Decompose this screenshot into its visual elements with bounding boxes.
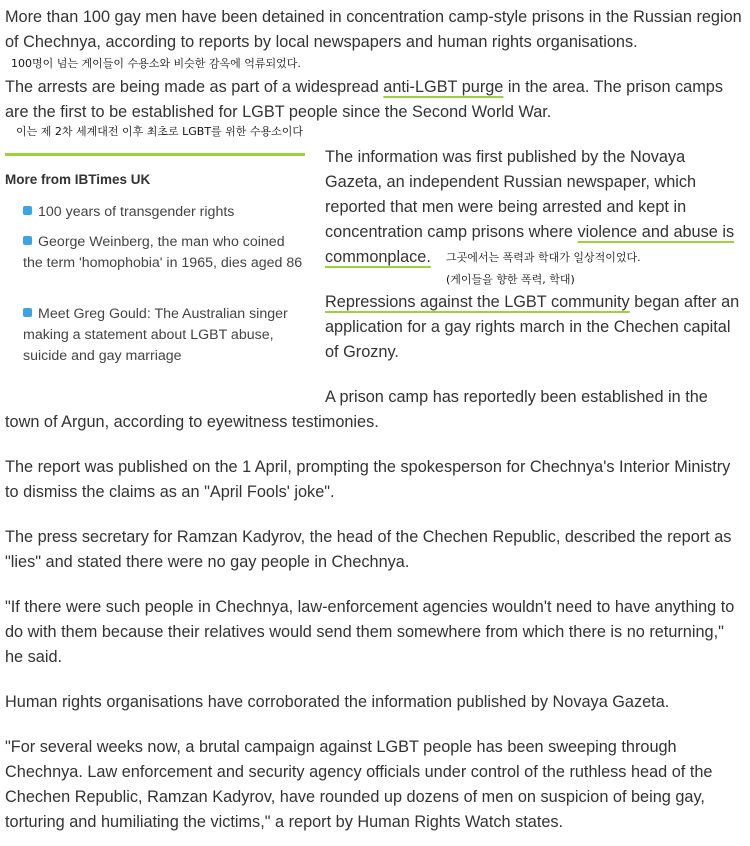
bullet-icon [23, 206, 32, 215]
bullet-icon [23, 308, 32, 317]
intro-paragraph: More than 100 gay men have been detained in concentration camp-style prisons in the Russian region of Chechnya, according to reports by local newspapers and human rights organisations. [5, 8, 742, 51]
purge-text-a: The arrests are being made as part of a widespread [5, 78, 384, 96]
violence-abuse-link[interactable]: violence and abuse is commonplace. [325, 223, 735, 266]
purge-text-b: in the area. The prison camps are the first to be established for LGBT people since the Second World War. [5, 78, 723, 121]
novaya-text: The information was first published by the Novaya Gazeta, an independent Russian newspaper, which reported that men were being arrested and kept in concentration camp prisons where [325, 148, 697, 241]
sidebar-item-label: George Weinberg, the man who coined the term 'homophobia' in 1965, dies aged 86 [23, 234, 303, 271]
corroborated-paragraph: Human rights organisations have corroborated the information published by Novaya Gazeta. [5, 693, 670, 711]
april-fools-paragraph: The report was published on the 1 April, prompting the spokesperson for Chechnya's Interior Ministry to dismiss the claims as an "April Fools' joke". [5, 458, 731, 501]
hrw-quote-paragraph: "For several weeks now, a brutal campaign against LGBT people has been sweeping through Chechnya. Law enforcement and security agency officials under control of the ruthless head of the Chechen Republic, Ramzan Kadyrov, have rounded up dozens of men on suspicion of being gay, torturing and humiliating the victims," a report by Human Rights Watch states. [5, 738, 713, 831]
korean-annotation-3b: (게이들을 향한 폭력, 학대) [446, 273, 575, 286]
sidebar-item-transgender-rights[interactable] [23, 202, 308, 223]
korean-annotation-2: 이는 제 2차 세계대전 이후 최초로 LGBT를 위한 수용소이다 [16, 125, 304, 138]
bullet-icon [23, 236, 32, 245]
sidebar-item-greg-gould[interactable] [23, 304, 308, 367]
sidebar-item-george-weinberg[interactable] [23, 232, 308, 274]
sidebar-title: More from IBTimes UK [5, 172, 151, 187]
purge-paragraph [5, 75, 745, 125]
sidebar-item-label: Meet Greg Gould: The Australian singer making a statement about LGBT abuse, suicide and gay marriage [23, 306, 288, 364]
sidebar-divider [5, 153, 305, 156]
argun-paragraph-line2: town of Argun, according to eyewitness testimonies. [5, 413, 379, 431]
quote-paragraph: "If there were such people in Chechnya, law-enforcement agencies wouldn't need to have anything to do with them because their relatives would send them somewhere from which there is no returning," he said. [5, 598, 735, 666]
repressions-link[interactable]: Repressions against the LGBT community [325, 293, 630, 311]
anti-lgbt-purge-link[interactable]: anti-LGBT purge [383, 78, 504, 96]
sidebar-item-label: 100 years of transgender rights [38, 204, 235, 220]
kadyrov-press-paragraph: The press secretary for Ramzan Kadyrov, the head of the Chechen Republic, described the report as "lies" and stated there were no gay people in Chechnya. [5, 528, 732, 571]
repressions-paragraph [325, 290, 745, 365]
korean-annotation-1: 100명이 넘는 게이들이 수용소와 비슷한 감옥에 억류되었다. [11, 57, 301, 70]
korean-annotation-3a: 그곳에서는 폭력과 학대가 일상적이었다. [446, 251, 641, 264]
argun-paragraph-line1: A prison camp has reportedly been established in the [325, 388, 708, 406]
repressions-text: began after an application for a gay rights march in the Chechen capital of Grozny. [325, 293, 740, 361]
